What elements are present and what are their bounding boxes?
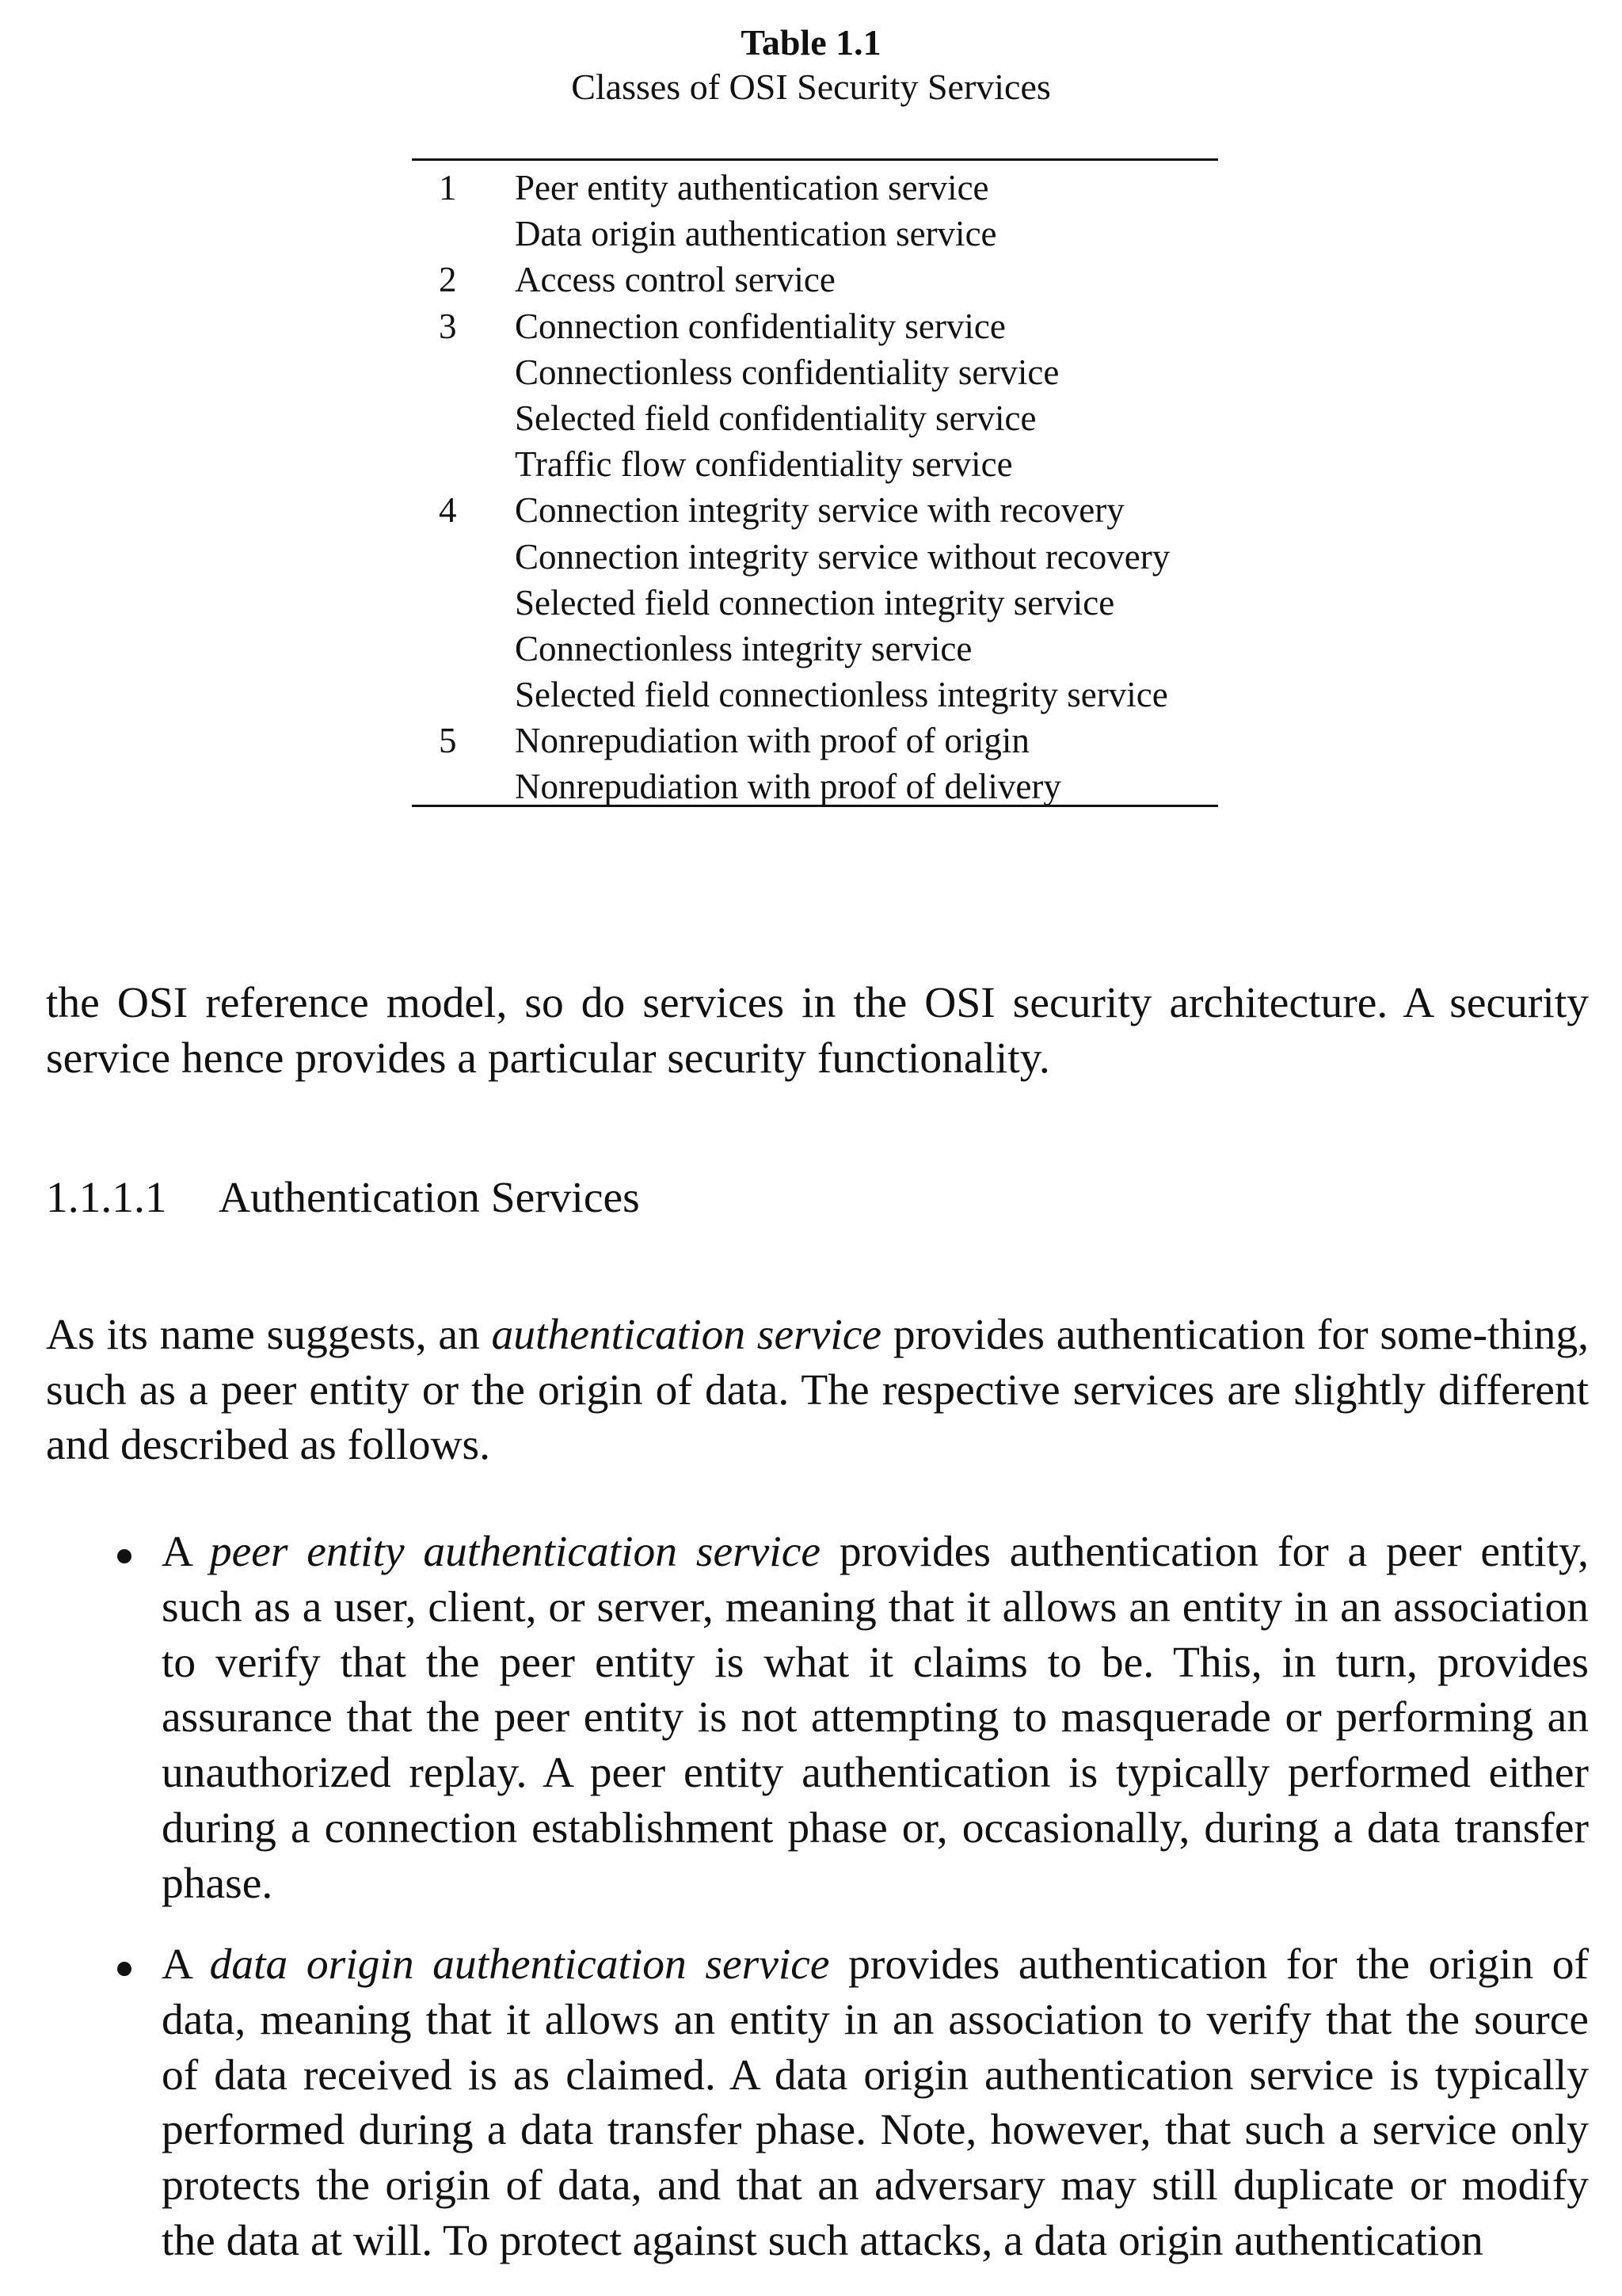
- table-row-class-number: 2: [439, 260, 457, 300]
- table-row-service: Selected field confidentiality service: [515, 398, 1037, 438]
- table-row-class-number: [439, 204, 486, 211]
- table-caption: [0, 21, 1622, 109]
- table-row: [412, 204, 1218, 254]
- bullet-term: data origin authentication service: [209, 1940, 830, 1989]
- table-row-service: Data origin authentication service: [515, 214, 997, 254]
- table-row-service: Nonrepudiation with proof of delivery: [515, 767, 1061, 807]
- table-row: [412, 527, 1218, 577]
- bullet-text: provides authentication for a peer entity, such as a user, client, or server, meaning that it allows an entity in an association to verify that the peer entity is what it claims to be. This, in turn, provides assurance that the peer entity is not attempting to masquerade or performing an unauthorized replay. A peer entity authentication is typically performed either during a connection establishment phase or, occasionally, during a data transfer phase.: [162, 1528, 1589, 1908]
- paragraph-text: As its name suggests, an: [46, 1311, 492, 1359]
- bullet-data-origin-authentication: [162, 1937, 1589, 2269]
- table-row-service: Connectionless confidentiality service: [515, 352, 1060, 392]
- table-row: [412, 435, 1218, 485]
- table-row: [412, 297, 1218, 346]
- table-row: [412, 250, 1218, 300]
- table-row-class-number: [439, 343, 486, 349]
- security-services-table: [412, 158, 1218, 807]
- bullet-text: A: [162, 1528, 210, 1576]
- bullet-text: provides authentication for the origin of data, meaning that it allows an entity in an association to verify that the source of data received is as claimed. A data origin authentication service is typically performed during a data transfer phase. Note, however, that such a service only protects the origin of data, and that an adversary may still duplicate or modify the data at will. To protect against such attacks, a data origin authentication: [162, 1940, 1589, 2265]
- table-row-service: Peer entity authentication service: [515, 168, 989, 208]
- table-row-class-number: [439, 435, 486, 441]
- table-row-class-number: 5: [439, 721, 457, 761]
- table-row-service: Connectionless integrity service: [515, 628, 973, 668]
- table-row: [412, 158, 1218, 208]
- paragraph-term: authentication service: [491, 1311, 882, 1359]
- table-row: [412, 665, 1218, 715]
- table-row-class-number: [439, 757, 486, 763]
- bullet-text: A: [162, 1940, 210, 1989]
- table-row-class-number: [439, 573, 486, 580]
- table-row-service: Nonrepudiation with proof of origin: [515, 721, 1030, 761]
- bullet-term: peer entity authentication service: [209, 1528, 821, 1576]
- table-title: Table 1.1: [741, 22, 881, 63]
- bullet-icon: [117, 1962, 131, 1976]
- table-row-service: Selected field connectionless integrity service: [515, 675, 1168, 715]
- section-heading: [46, 1171, 640, 1226]
- table-subtitle: Classes of OSI Security Services: [571, 67, 1051, 107]
- table-row: [412, 481, 1218, 531]
- bullet-icon: [117, 1549, 131, 1563]
- table-row: [412, 389, 1218, 438]
- table-row-class-number: [439, 619, 486, 626]
- table-row: [412, 573, 1218, 623]
- section-number: 1.1.1.1: [46, 1174, 167, 1222]
- table-row-service: Connection integrity service without recovery: [515, 536, 1171, 577]
- table-row-class-number: 4: [439, 490, 457, 531]
- table-row-class-number: 3: [439, 306, 457, 346]
- bullet-peer-entity-authentication: [162, 1525, 1589, 1912]
- table-row: [412, 711, 1218, 761]
- paragraph-text: provides authentication for some-thing, such as a peer entity or the origin of data. The respective services are slightly different and described as follows.: [46, 1311, 1589, 1469]
- table-row-service: Connection confidentiality service: [515, 306, 1006, 346]
- table-bottom-rule: [412, 805, 1218, 807]
- table-row-service: Traffic flow confidentiality service: [515, 444, 1013, 485]
- table-row-class-number: [439, 389, 486, 395]
- table-row-class-number: [439, 665, 486, 672]
- table-row-service: Connection integrity service with recovery: [515, 490, 1125, 531]
- table-row-class-number: [439, 527, 486, 534]
- table-row-class-number: 1: [439, 168, 457, 208]
- table-row: [412, 757, 1218, 807]
- paragraph-osi-model: the OSI reference model, so do services in the OSI security architecture. A security service hence provides a particular security functionality.: [46, 979, 1589, 1083]
- paragraph-authentication-intro: [46, 1308, 1589, 1473]
- table-row-service: Selected field connection integrity service: [515, 582, 1115, 623]
- table-row: [412, 343, 1218, 392]
- table-row-service: Access control service: [515, 260, 836, 300]
- section-title: Authentication Services: [219, 1174, 640, 1222]
- table-row: [412, 619, 1218, 668]
